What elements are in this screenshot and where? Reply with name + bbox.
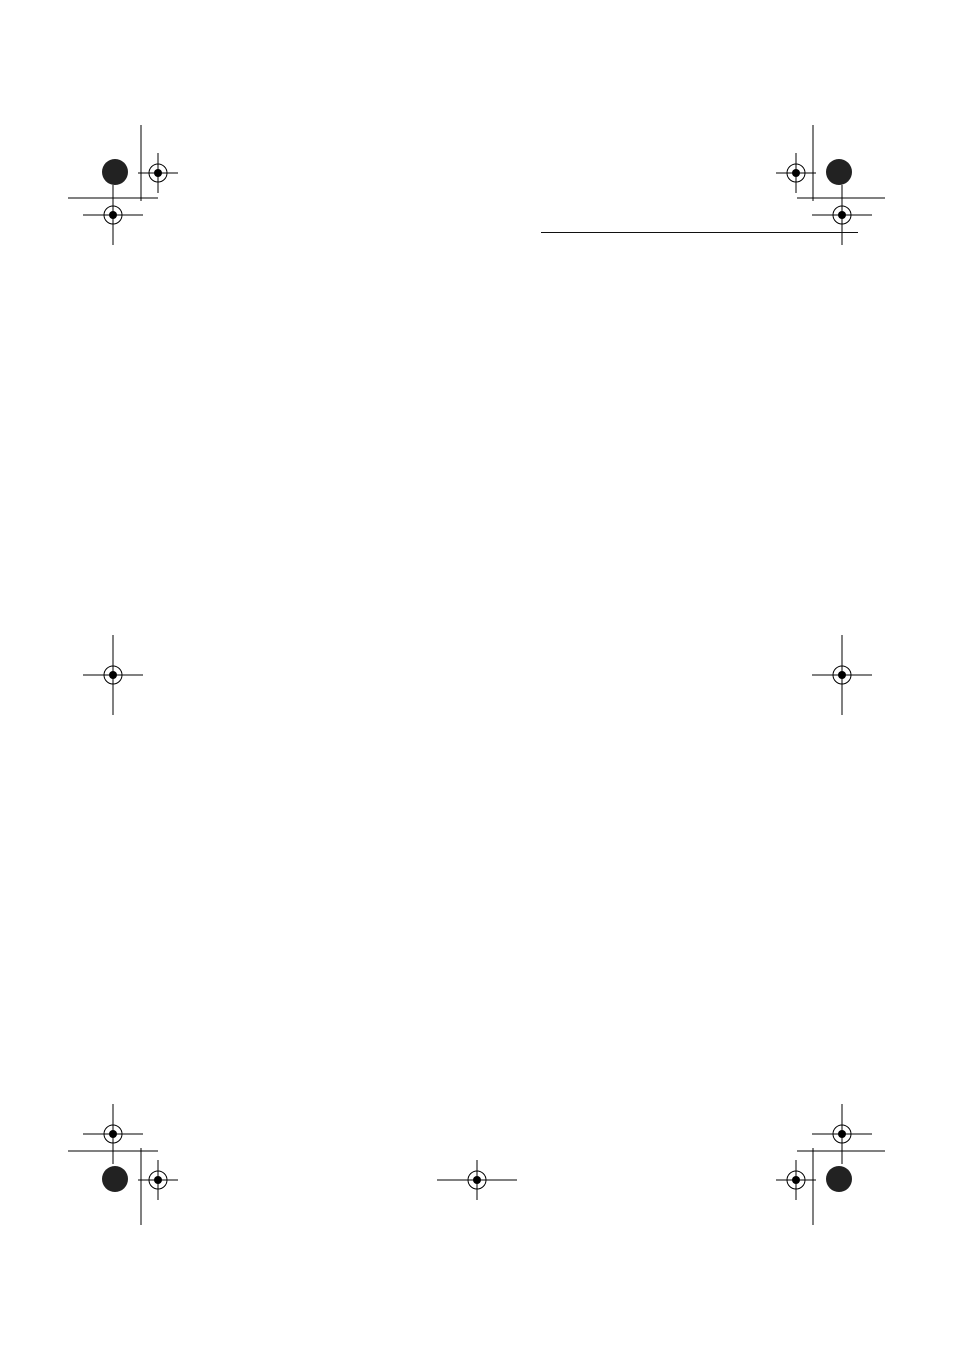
registration-mark bbox=[83, 1104, 143, 1164]
registration-mark bbox=[138, 1160, 178, 1200]
header-rule bbox=[541, 232, 858, 233]
registration-mark bbox=[437, 1160, 517, 1200]
starburst-mark bbox=[101, 1165, 129, 1193]
registration-mark bbox=[138, 153, 178, 193]
file-footer bbox=[175, 1183, 785, 1187]
registration-mark bbox=[812, 635, 872, 715]
registration-mark bbox=[83, 185, 143, 245]
registration-mark bbox=[776, 153, 816, 193]
registration-mark bbox=[83, 635, 143, 715]
starburst-mark bbox=[825, 1165, 853, 1193]
registration-mark bbox=[776, 1160, 816, 1200]
starburst-mark bbox=[825, 158, 853, 186]
registration-mark bbox=[812, 185, 872, 245]
registration-mark bbox=[812, 1104, 872, 1164]
starburst-mark bbox=[101, 158, 129, 186]
